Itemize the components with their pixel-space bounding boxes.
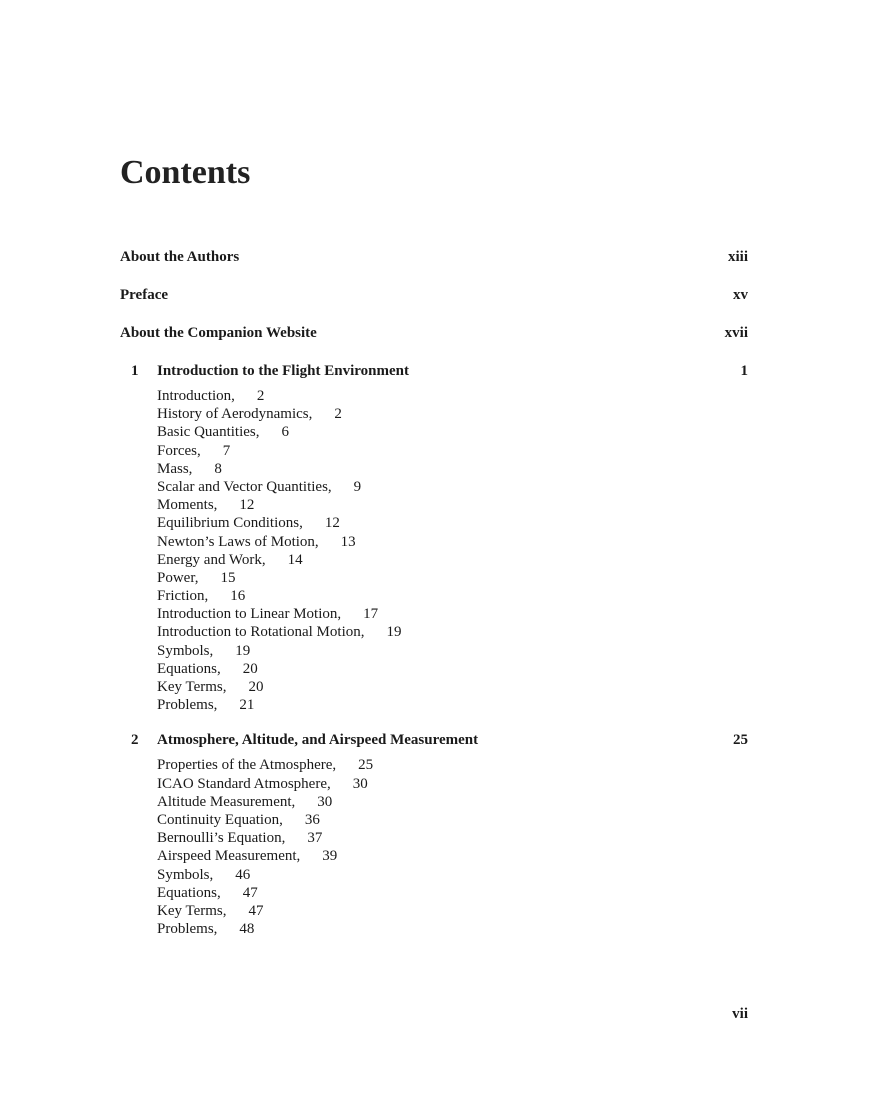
toc-entry-page: xv bbox=[733, 287, 748, 303]
chapter-heading[interactable] bbox=[120, 359, 748, 383]
table-of-contents bbox=[120, 245, 748, 952]
chapter-page: 1 bbox=[740, 363, 748, 379]
section-list bbox=[157, 387, 748, 714]
toc-section-entry[interactable] bbox=[157, 866, 748, 884]
section-page: 25 bbox=[358, 757, 374, 774]
section-page: 19 bbox=[386, 624, 402, 641]
toc-section-entry[interactable] bbox=[157, 884, 748, 902]
toc-section-entry[interactable] bbox=[157, 829, 748, 847]
section-page: 13 bbox=[340, 533, 356, 550]
section-page: 19 bbox=[235, 642, 251, 659]
page-title: Contents bbox=[120, 154, 251, 191]
section-label: Airspeed Measurement, bbox=[157, 848, 301, 865]
section-label: Equations, bbox=[157, 884, 221, 901]
toc-section-entry[interactable] bbox=[157, 405, 748, 423]
section-page: 37 bbox=[307, 830, 323, 847]
section-page: 2 bbox=[256, 388, 265, 404]
section-label: Forces, bbox=[157, 442, 201, 459]
section-label: Introduction to Rotational Motion, bbox=[157, 624, 365, 641]
section-page: 15 bbox=[220, 569, 236, 586]
section-page: 7 bbox=[222, 442, 231, 459]
toc-entry-label: About the Authors bbox=[120, 249, 240, 265]
section-page: 12 bbox=[324, 515, 340, 532]
section-page: 16 bbox=[230, 588, 246, 605]
section-label: Bernoulli’s Equation, bbox=[157, 830, 286, 847]
toc-section-entry[interactable] bbox=[157, 514, 748, 532]
section-page: 17 bbox=[363, 606, 379, 623]
section-label: Key Terms, bbox=[157, 679, 227, 695]
section-page: 30 bbox=[352, 775, 368, 792]
toc-entry-about-authors[interactable] bbox=[120, 245, 748, 269]
toc-section-entry[interactable] bbox=[157, 587, 748, 605]
toc-entry-label: Preface bbox=[120, 287, 169, 303]
toc-section-entry[interactable] bbox=[157, 605, 748, 623]
toc-section-entry[interactable] bbox=[157, 387, 748, 405]
toc-section-entry[interactable] bbox=[157, 660, 748, 678]
toc-section-entry[interactable] bbox=[157, 920, 748, 938]
section-label: Equations, bbox=[157, 660, 221, 677]
section-label: Power, bbox=[157, 569, 199, 586]
section-page: 9 bbox=[353, 478, 362, 495]
toc-section-entry[interactable] bbox=[157, 678, 748, 696]
section-page: 39 bbox=[322, 848, 338, 865]
section-label: Friction, bbox=[157, 588, 209, 605]
section-label: Symbols, bbox=[157, 866, 214, 883]
toc-section-entry[interactable] bbox=[157, 623, 748, 641]
toc-section-entry[interactable] bbox=[157, 496, 748, 514]
section-label: Energy and Work, bbox=[157, 551, 266, 568]
section-page: 47 bbox=[242, 884, 258, 901]
section-page: 30 bbox=[317, 793, 333, 810]
chapter-number: 2 bbox=[131, 732, 139, 749]
toc-section-entry[interactable] bbox=[157, 902, 748, 920]
section-page: 46 bbox=[235, 866, 251, 883]
chapter-2 bbox=[120, 728, 748, 938]
section-label: Altitude Measurement, bbox=[157, 793, 296, 810]
toc-section-entry[interactable] bbox=[157, 811, 748, 829]
toc-section-entry[interactable] bbox=[157, 569, 748, 587]
section-label: Problems, bbox=[157, 697, 218, 714]
section-label: Moments, bbox=[157, 497, 218, 514]
section-label: Newton’s Laws of Motion, bbox=[157, 533, 319, 550]
toc-entry-page: xiii bbox=[727, 249, 748, 265]
page-number: vii bbox=[732, 1006, 748, 1022]
toc-section-entry[interactable] bbox=[157, 756, 748, 774]
section-label: Basic Quantities, bbox=[157, 424, 260, 441]
toc-entry-label: About the Companion Website bbox=[120, 325, 317, 341]
section-label: Introduction to Linear Motion, bbox=[157, 606, 342, 623]
section-label: Mass, bbox=[157, 460, 193, 477]
toc-section-entry[interactable] bbox=[157, 793, 748, 811]
section-label: Properties of the Atmosphere, bbox=[157, 757, 337, 774]
section-page: 47 bbox=[248, 902, 264, 919]
section-label: Continuity Equation, bbox=[157, 811, 283, 828]
toc-section-entry[interactable] bbox=[157, 533, 748, 551]
toc-section-entry[interactable] bbox=[157, 478, 748, 496]
section-list bbox=[157, 756, 748, 938]
toc-section-entry[interactable] bbox=[157, 551, 748, 569]
chapter-page: 25 bbox=[733, 732, 748, 749]
section-page: 48 bbox=[239, 921, 255, 938]
section-label: Key Terms, bbox=[157, 902, 227, 919]
section-label: Problems, bbox=[157, 921, 218, 938]
toc-section-entry[interactable] bbox=[157, 642, 748, 660]
chapter-heading[interactable] bbox=[120, 728, 748, 752]
toc-section-entry[interactable] bbox=[157, 847, 748, 865]
toc-section-entry[interactable] bbox=[157, 423, 748, 441]
chapter-1 bbox=[120, 359, 748, 714]
toc-section-entry[interactable] bbox=[157, 696, 748, 714]
section-label: Symbols, bbox=[157, 642, 214, 659]
section-label: Equilibrium Conditions, bbox=[157, 515, 303, 532]
section-label: ICAO Standard Atmosphere, bbox=[157, 775, 331, 792]
section-page: 20 bbox=[248, 679, 264, 695]
toc-section-entry[interactable] bbox=[157, 775, 748, 793]
section-label: History of Aerodynamics, bbox=[157, 406, 313, 423]
section-page: 8 bbox=[214, 460, 222, 477]
section-page: 20 bbox=[242, 660, 258, 677]
toc-section-entry[interactable] bbox=[157, 460, 748, 478]
toc-entry-preface[interactable] bbox=[120, 283, 748, 307]
section-page: 6 bbox=[281, 424, 289, 441]
section-page: 36 bbox=[304, 811, 320, 828]
section-page: 14 bbox=[287, 551, 303, 568]
section-label: Introduction, bbox=[157, 388, 235, 404]
chapter-number: 1 bbox=[131, 363, 139, 379]
section-page: 2 bbox=[334, 406, 342, 423]
toc-section-entry[interactable] bbox=[157, 442, 748, 460]
chapter-title: Introduction to the Flight Environment bbox=[157, 363, 409, 379]
section-label: Scalar and Vector Quantities, bbox=[157, 478, 332, 495]
toc-entry-companion-website[interactable] bbox=[120, 321, 748, 345]
chapter-title: Atmosphere, Altitude, and Airspeed Measurement bbox=[157, 732, 479, 749]
toc-entry-page: xvii bbox=[724, 325, 748, 341]
section-page: 12 bbox=[239, 497, 255, 514]
section-page: 21 bbox=[239, 697, 255, 714]
